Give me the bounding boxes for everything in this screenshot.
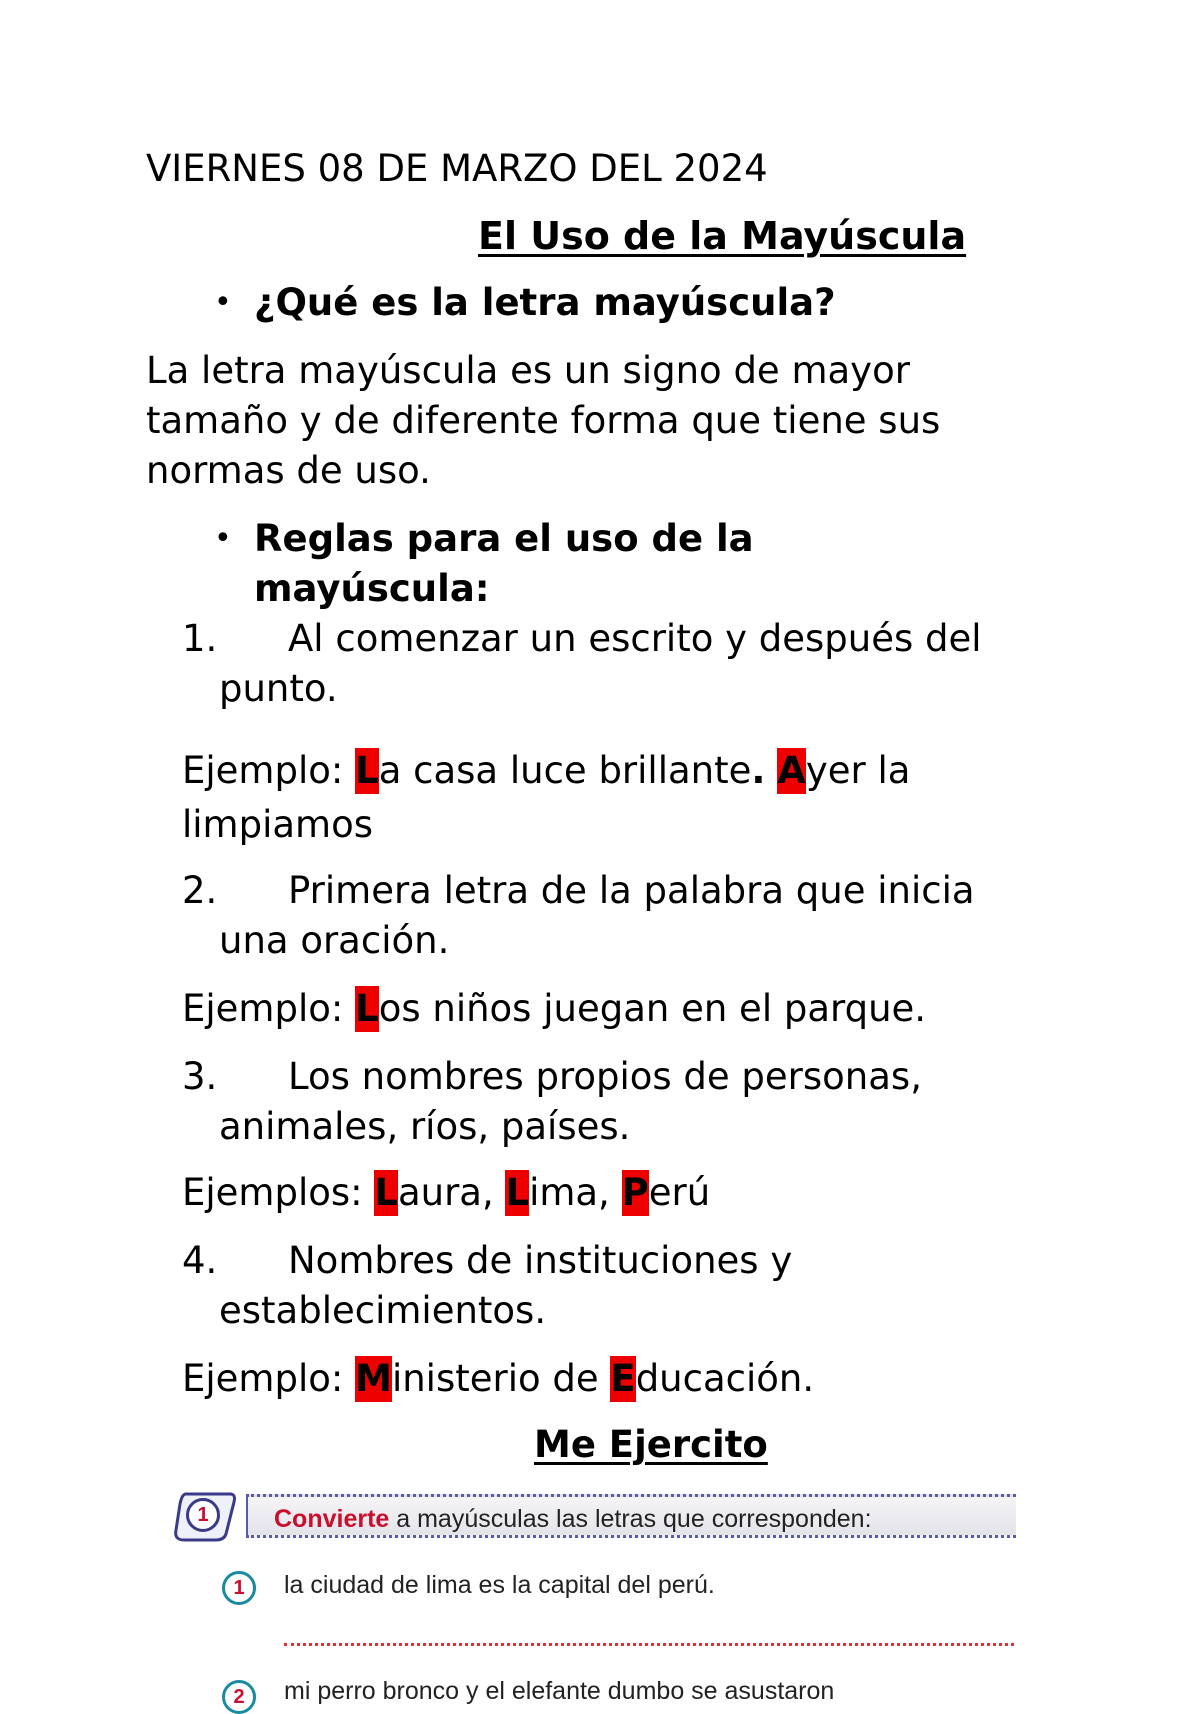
exercise-heading: Me Ejercito (534, 1423, 768, 1466)
rule-number: 3. (182, 1055, 218, 1098)
highlighted-capital: E (610, 1357, 636, 1400)
definition-line: normas de uso. (146, 449, 431, 492)
example-space (765, 749, 777, 792)
exercise-item-text: mi perro bronco y el elefante dumbo se asustaron (284, 1677, 835, 1705)
document-date: VIERNES 08 DE MARZO DEL 2024 (146, 147, 768, 190)
highlighted-capital: L (355, 987, 379, 1030)
section-heading-definition: ¿Qué es la letra mayúscula? (254, 281, 836, 324)
bullet-icon: • (214, 285, 232, 320)
example-period: . (751, 749, 766, 792)
example-text: ima, (529, 1171, 622, 1214)
example-text: aura, (397, 1171, 506, 1214)
highlighted-capital: A (777, 749, 806, 792)
rule-text: Nombres de instituciones y (288, 1239, 793, 1282)
document-title: El Uso de la Mayúscula (478, 214, 967, 258)
instruction-text: a mayúsculas las letras que corresponden: (389, 1505, 872, 1533)
example-label: Ejemplos: (182, 1171, 375, 1214)
highlighted-capital: L (505, 1171, 530, 1214)
exercise-item-number: 1 (222, 1571, 256, 1605)
answer-line[interactable] (284, 1643, 1014, 1646)
rule-number: 4. (182, 1239, 218, 1282)
highlighted-capital: P (621, 1171, 649, 1214)
rule-text: Los nombres propios de personas, (288, 1055, 922, 1098)
example-label: Ejemplo: (182, 987, 356, 1030)
definition-line: tamaño y de diferente forma que tiene sus (146, 399, 941, 442)
section-heading-rules-cont: mayúscula: (254, 567, 490, 610)
rule-text-cont: animales, ríos, países. (219, 1105, 631, 1148)
rule-text: Primera letra de la palabra que inicia (288, 869, 975, 912)
example-text: erú (648, 1171, 711, 1214)
example-text: yer la (805, 749, 911, 792)
exercise-number-badge (172, 1490, 238, 1542)
rule-text-cont: una oración. (219, 919, 450, 962)
highlighted-capital: L (374, 1171, 398, 1214)
exercise-number: 1 (186, 1498, 220, 1532)
rule-example-3 (182, 1168, 710, 1218)
rule-number: 1. (182, 617, 218, 660)
rule-example-2 (182, 984, 926, 1034)
bullet-icon: • (214, 521, 232, 556)
highlighted-capital: M (355, 1357, 392, 1400)
example-label: Ejemplo: (182, 749, 356, 792)
section-heading-rules: Reglas para el uso de la (254, 517, 754, 560)
rule-text: Al comenzar un escrito y después del (288, 617, 982, 660)
rule-example-4 (182, 1354, 814, 1404)
rule-item-4 (182, 1236, 792, 1286)
rule-example-1-cont: limpiamos (182, 803, 373, 846)
rule-text-cont: establecimientos. (219, 1289, 547, 1332)
rule-item-1 (182, 614, 982, 664)
example-text: inisterio de (391, 1357, 611, 1400)
example-text: a casa luce brillante (378, 749, 752, 792)
rule-item-3 (182, 1052, 922, 1102)
definition-line: La letra mayúscula es un signo de mayor (146, 349, 910, 392)
exercise-instruction (246, 1494, 1016, 1538)
example-label: Ejemplo: (182, 1357, 356, 1400)
highlighted-capital: L (355, 749, 379, 792)
rule-example-1 (182, 746, 910, 796)
exercise-item-number: 2 (222, 1680, 256, 1714)
example-text: os niños juegan en el parque. (378, 987, 927, 1030)
example-text: ducación. (635, 1357, 815, 1400)
exercise-item-text: la ciudad de lima es la capital del perú. (284, 1571, 715, 1599)
rule-item-2 (182, 866, 975, 916)
rule-text-cont: punto. (219, 667, 338, 710)
rule-number: 2. (182, 869, 218, 912)
instruction-keyword: Convierte (274, 1505, 390, 1533)
